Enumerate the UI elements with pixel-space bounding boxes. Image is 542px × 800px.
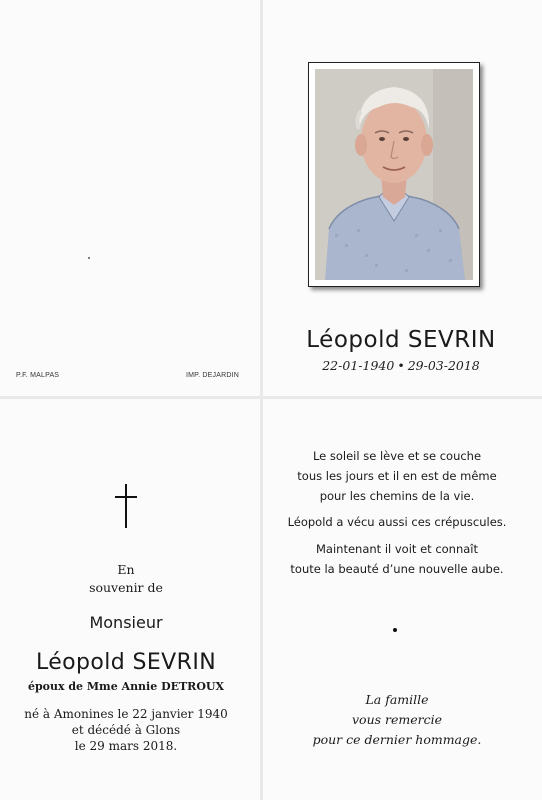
in-memory-line1: En: [117, 562, 135, 577]
poem-line: pour les chemins de la vie.: [319, 489, 475, 503]
poem-line: Le soleil se lève et se couche: [312, 449, 482, 463]
funeral-home-credit: P.F. MALPAS: [16, 372, 60, 379]
deceased-name-front: [270, 327, 532, 353]
bio-line: le 29 mars 2018.: [74, 739, 178, 753]
poem-line: Léopold a vécu aussi ces crépuscules.: [287, 515, 507, 529]
date-separator: •: [397, 358, 405, 373]
poem-line: toute la beauté d’une nouvelle aube.: [290, 562, 504, 576]
poem-line: Maintenant il voit et connaît: [316, 542, 478, 556]
printer-credit: IMP. DEJARDIN: [186, 372, 240, 379]
thanks-line: vous remercie: [351, 712, 443, 727]
life-dates: [270, 358, 532, 373]
portrait-photo-icon: [315, 69, 473, 280]
card-back-panel: [0, 0, 260, 396]
last-name: SEVRIN: [132, 650, 217, 675]
ink-speck: [88, 257, 90, 259]
bio-line: et décédé à Glons: [71, 723, 181, 737]
cross-icon: [115, 484, 137, 528]
thanks-line: pour ce dernier hommage.: [312, 732, 482, 747]
poem-line: tous les jours et il en est de même: [297, 469, 497, 483]
birth-date: 22-01-1940: [322, 358, 395, 373]
last-name: SEVRIN: [407, 327, 496, 353]
portrait-frame: [308, 62, 480, 287]
bio-line: né à Amonines le 22 janvier 1940: [24, 707, 228, 721]
in-memory-line2: souvenir de: [89, 580, 163, 595]
honorific: Monsieur: [89, 613, 163, 632]
spouse-line: époux de Mme Annie DETROUX: [27, 680, 225, 693]
thanks-line: La famille: [365, 692, 429, 707]
deceased-name-inner: [0, 650, 252, 675]
first-name: Léopold: [306, 327, 401, 353]
death-date: 29-03-2018: [407, 358, 480, 373]
first-name: Léopold: [35, 650, 126, 675]
bullet-icon: [393, 628, 397, 632]
